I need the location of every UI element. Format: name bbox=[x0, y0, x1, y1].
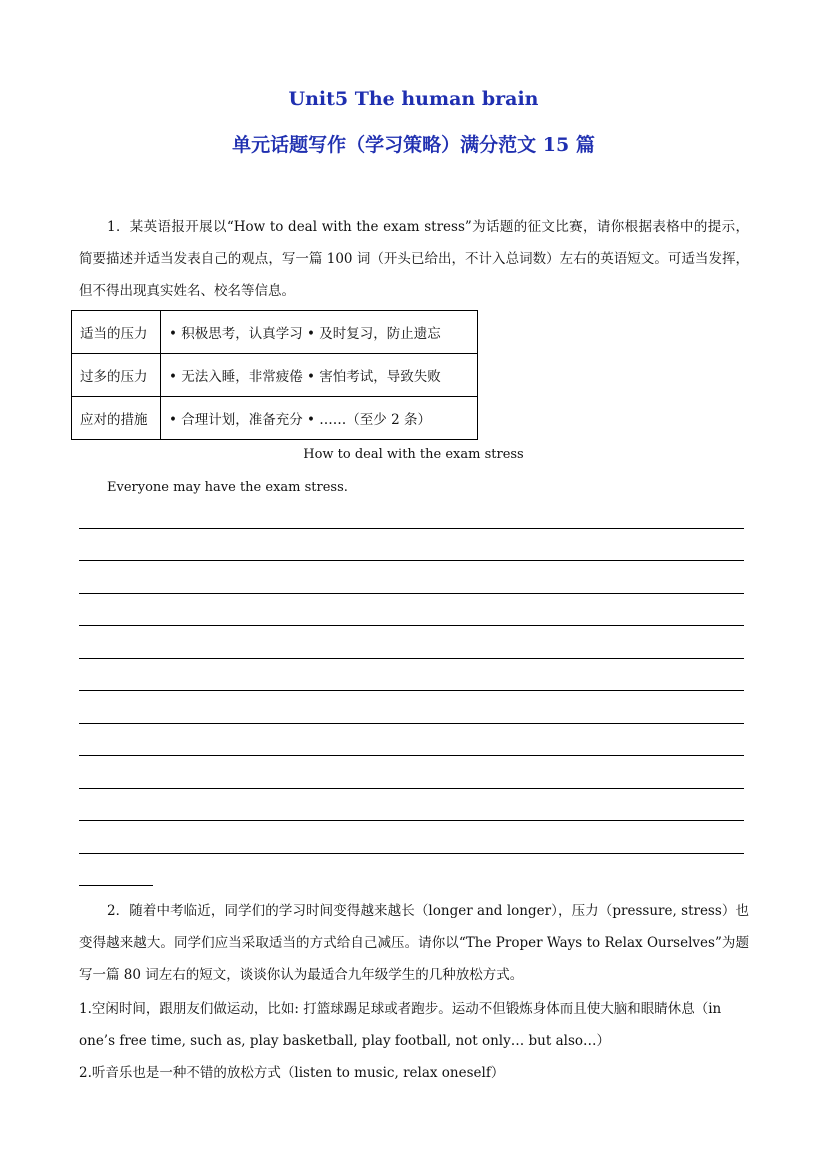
writing-line[interactable] bbox=[79, 788, 744, 789]
table-row-body: • 合理计划，准备充分 • ……（至少 2 条） bbox=[161, 397, 478, 440]
table-row-head: 适当的压力 bbox=[72, 311, 161, 354]
tips-table bbox=[71, 310, 478, 440]
table-row-head: 过多的压力 bbox=[72, 354, 161, 397]
writing-line[interactable] bbox=[79, 658, 744, 659]
writing-line[interactable] bbox=[79, 593, 744, 594]
page-subtitle: 单元话题写作（学习策略）满分范文 15 篇 bbox=[232, 134, 595, 156]
question-2-point-1: 1.空闲时间，跟朋友们做运动，比如: 打篮球踢足球或者跑步。运动不但锻炼身体而且使大脑和眼睛休息（in one’s free time, such as, play basketball, play football, not only… but also…） bbox=[79, 1001, 722, 1049]
writing-line[interactable] bbox=[79, 690, 744, 691]
footnote-divider bbox=[79, 885, 153, 886]
table-row bbox=[72, 397, 478, 440]
writing-line[interactable] bbox=[79, 625, 744, 626]
question-1-text: 1．某英语报开展以“How to deal with the exam stress”为话题的征文比赛，请你根据表格中的提示，简要描述并适当发表自己的观点，写一篇 100 词（开头已给出，不计入总词数）左右的英语短文。可适当发挥，但不得出现真实姓名、校名等信息。 bbox=[79, 219, 749, 299]
essay-title: How to deal with the exam stress bbox=[303, 447, 524, 462]
writing-line[interactable] bbox=[79, 528, 744, 529]
writing-line[interactable] bbox=[79, 820, 744, 821]
table-row-body: • 无法入睡，非常疲倦 • 害怕考试，导致失败 bbox=[161, 354, 478, 397]
question-2-text: 2．随着中考临近，同学们的学习时间变得越来越长（longer and longer），压力（pressure, stress）也变得越来越大。同学们应当采取适当的方式给自己减压。请你以“The Proper Ways to Relax Ourselves”为题写一篇 80 词左右的短文，谈谈你认为最适合九年级学生的几种放松方式。 bbox=[79, 903, 749, 983]
table-row-head: 应对的措施 bbox=[72, 397, 161, 440]
table-row bbox=[72, 311, 478, 354]
writing-line[interactable] bbox=[79, 853, 744, 854]
page-title: Unit5 The human brain bbox=[288, 88, 539, 110]
table-row-body: • 积极思考，认真学习 • 及时复习，防止遗忘 bbox=[161, 311, 478, 354]
writing-line[interactable] bbox=[79, 755, 744, 756]
question-2-point-2: 2.听音乐也是一种不错的放松方式（listen to music, relax oneself） bbox=[79, 1065, 505, 1081]
essay-opening: Everyone may have the exam stress. bbox=[107, 480, 348, 495]
writing-line[interactable] bbox=[79, 560, 744, 561]
table-row bbox=[72, 354, 478, 397]
writing-line[interactable] bbox=[79, 723, 744, 724]
